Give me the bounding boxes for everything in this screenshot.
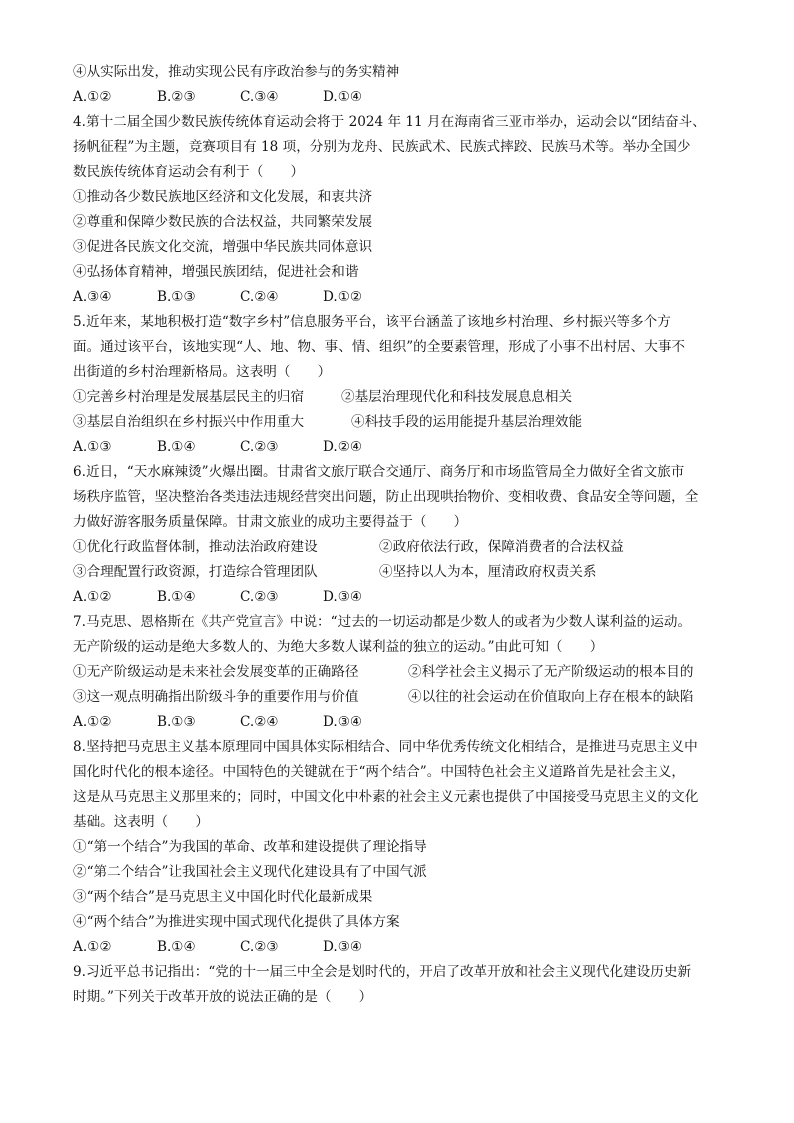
- q6-answer-b: B.①④: [157, 589, 196, 605]
- q3-answer-c: C.③④: [240, 89, 279, 105]
- q8-answer-a: A.①②: [73, 939, 112, 955]
- q6-stem-line-1: 6.近日，“天水麻辣烫”火爆出圈。甘肃省文旅厅联合交通厅、商务厅和市场监管局全力做好全省文旅市: [73, 464, 685, 480]
- q7-answer-c: C.②④: [240, 714, 279, 730]
- q4-answer-d: D.①②: [323, 289, 363, 305]
- q4-item-2: ②尊重和保障少数民族的合法权益，共同繁荣发展: [73, 214, 373, 230]
- q5-stem-line-2: 面。通过该平台，该地实现“人、地、物、事、情、组织”的全要素管理，形成了小事不出村居、大事不: [73, 339, 686, 355]
- q6-item-4: ④坚持以人为本，厘清政府权责关系: [379, 564, 597, 580]
- q8-stem-line-2: 国化时代化的根本途径。中国特色的关键就在于“两个结合”。中国特色社会主义道路首先是社会主义，: [73, 764, 686, 780]
- q7-item-2: ②科学社会主义揭示了无产阶级运动的根本目的: [408, 664, 694, 680]
- q8-item-2: ②“第二个结合”让我国社会主义现代化建设具有了中国气派: [73, 864, 427, 880]
- q7-stem-line-1: 7.马克思、恩格斯在《共产党宣言》中说：“过去的一切运动都是少数人的或者为少数人谋利益的运动。: [73, 614, 692, 630]
- q5-answer-b: B.①④: [157, 439, 196, 455]
- q9-stem-line-1: 9.习近平总书记指出：“党的十一届三中全会是划时代的，开启了改革开放和社会主义现代化建设历史新: [73, 964, 692, 980]
- q8-item-4: ④“两个结合”为推进实现中国式现代化提供了具体方案: [73, 914, 400, 930]
- q6-stem-line-3: 力做好游客服务质量保障。甘肃文旅业的成功主要得益于（ ）: [73, 514, 468, 530]
- q5-item-4: ④科技手段的运用能提升基层治理效能: [351, 414, 583, 430]
- q4-item-4: ④弘扬体育精神，增强民族团结，促进社会和谐: [73, 264, 359, 280]
- q6-stem-line-2: 场秩序监管，坚决整治各类违法违规经营突出问题，防止出现哄抬物价、变相收费、食品安全等问题，全: [73, 489, 699, 505]
- q7-stem-line-2: 无产阶级的运动是绝大多数人的、为绝大多数人谋利益的独立的运动。”由此可知（ ）: [73, 639, 604, 655]
- q6-item-3: ③合理配置行政资源，打造综合管理团队: [73, 564, 318, 580]
- q5-item-2: ②基层治理现代化和科技发展息息相关: [341, 389, 573, 405]
- q5-item-3: ③基层自治组织在乡村振兴中作用重大: [73, 414, 305, 430]
- q4-stem-line-2: 扬帆征程”为主题，竞赛项目有 18 项，分别为龙舟、民族武术、民族式摔跤、民族马术等。举办全国少: [73, 139, 691, 155]
- q7-item-1: ①无产阶级运动是未来社会发展变革的正确路径: [73, 664, 359, 680]
- q4-answer-b: B.①③: [157, 289, 196, 305]
- q5-answer-d: D.②④: [323, 439, 363, 455]
- q4-answer-c: C.②④: [240, 289, 279, 305]
- q9-stem-line-2: 时期。”下列关于改革开放的说法正确的是（ ）: [73, 989, 373, 1005]
- q5-answer-c: C.②③: [240, 439, 279, 455]
- q7-answer-d: D.③④: [323, 714, 363, 730]
- q8-answer-b: B.①④: [157, 939, 196, 955]
- q8-answer-d: D.③④: [323, 939, 363, 955]
- q7-item-4: ④以往的社会运动在价值取向上存在根本的缺陷: [408, 689, 694, 705]
- q5-stem-line-1: 5.近年来，某地积极打造“数字乡村”信息服务平台，该平台涵盖了该地乡村治理、乡村振兴等多个方: [73, 314, 671, 330]
- q6-answer-d: D.③④: [323, 589, 363, 605]
- q5-stem-line-3: 出街道的乡村治理新格局。这表明（ ）: [73, 364, 332, 380]
- q7-item-3: ③这一观点明确指出阶级斗争的重要作用与价值: [73, 689, 359, 705]
- q3-answer-d: D.①④: [323, 89, 363, 105]
- q6-answer-c: C.②③: [240, 589, 279, 605]
- q8-answer-c: C.②③: [240, 939, 279, 955]
- q8-stem-line-3: 这是从马克思主义那里来的；同时，中国文化中朴素的社会主义元素也提供了中国接受马克思主义的文化: [73, 789, 699, 805]
- q8-stem-line-1: 8.坚持把马克思主义基本原理同中国具体实际相结合、同中华优秀传统文化相结合，是推进马克思主义中: [73, 739, 698, 755]
- q4-answer-a: A.③④: [73, 289, 112, 305]
- q6-answer-a: A.①②: [73, 589, 112, 605]
- q6-item-1: ①优化行政监督体制，推动法治政府建设: [73, 539, 318, 555]
- q4-stem-line-1: 4.第十二届全国少数民族传统体育运动会将于 2024 年 11 月在海南省三亚市举办，运动会以“团结奋斗、: [73, 114, 706, 130]
- q8-item-3: ③“两个结合”是马克思主义中国化时代化最新成果: [73, 889, 373, 905]
- q8-stem-line-4: 基础。这表明（ ）: [73, 814, 209, 830]
- q4-stem-line-3: 数民族传统体育运动会有利于（ ）: [73, 164, 305, 180]
- q8-item-1: ①“第一个结合”为我国的革命、改革和建设提供了理论指导: [73, 839, 427, 855]
- q3-item-4: ④从实际出发，推动实现公民有序政治参与的务实精神: [73, 64, 400, 80]
- q3-answer-a: A.①②: [73, 89, 112, 105]
- q7-answer-a: A.①②: [73, 714, 112, 730]
- q5-answer-a: A.①③: [73, 439, 112, 455]
- q5-item-1: ①完善乡村治理是发展基层民主的归宿: [73, 389, 305, 405]
- q3-answer-b: B.②③: [157, 89, 196, 105]
- q7-answer-b: B.①③: [157, 714, 196, 730]
- q4-item-3: ③促进各民族文化交流，增强中华民族共同体意识: [73, 239, 373, 255]
- q6-item-2: ②政府依法行政，保障消费者的合法权益: [379, 539, 624, 555]
- q4-item-1: ①推动各少数民族地区经济和文化发展，和衷共济: [73, 189, 373, 205]
